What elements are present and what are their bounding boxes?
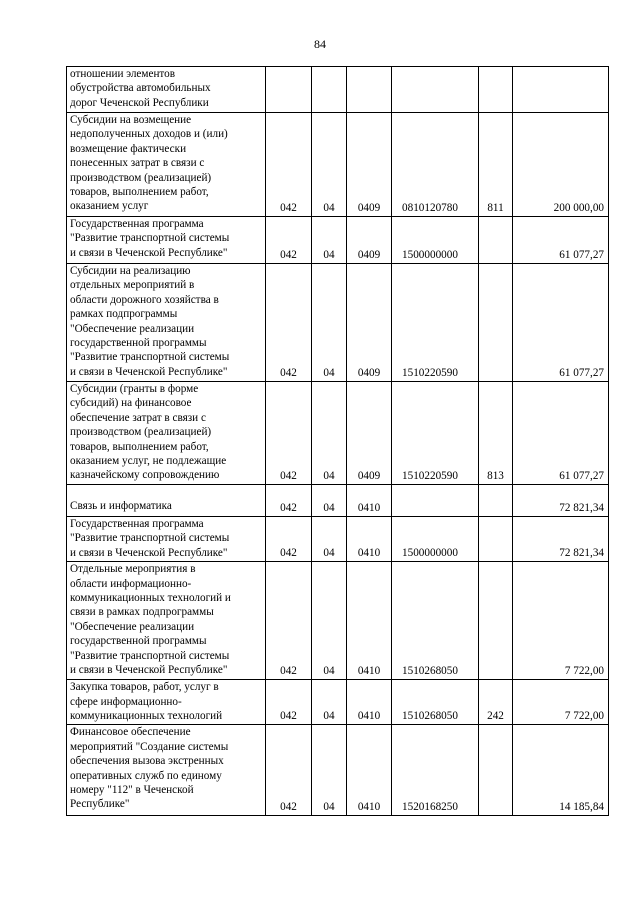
section-code-cell: 04 [312, 113, 347, 217]
target-article-cell [392, 485, 479, 517]
target-article-cell: 1510268050 [392, 680, 479, 725]
amount-cell: 200 000,00 [513, 113, 609, 217]
expense-type-cell [479, 562, 513, 680]
target-article-cell: 1520168250 [392, 725, 479, 816]
subsection-code-cell [347, 67, 392, 113]
section-code-cell: 04 [312, 264, 347, 382]
target-article-cell: 1510220590 [392, 264, 479, 382]
section-code-cell: 04 [312, 725, 347, 816]
ministry-code-cell: 042 [266, 725, 312, 816]
expense-type-cell [479, 67, 513, 113]
table-row [67, 485, 609, 517]
section-code-cell: 04 [312, 562, 347, 680]
expense-type-cell [479, 725, 513, 816]
section-code-cell: 04 [312, 485, 347, 517]
subsection-code-cell: 0410 [347, 562, 392, 680]
subsection-code-cell: 0410 [347, 680, 392, 725]
subsection-code-cell: 0409 [347, 217, 392, 264]
subsection-code-cell: 0410 [347, 485, 392, 517]
budget-table [66, 66, 609, 816]
row-name-cell: Отдельные мероприятия в области информационно- коммуникационных технологий и связи в рамках подпрограммы "Обеспечение реализации государственной программы "Развитие транспортной системы и связи в Чеченской Республике" [67, 562, 266, 680]
row-name-cell: Государственная программа "Развитие транспортной системы и связи в Чеченской Республике" [67, 217, 266, 264]
amount-cell: 72 821,34 [513, 517, 609, 562]
ministry-code-cell: 042 [266, 680, 312, 725]
table-row [67, 517, 609, 562]
target-article-cell: 1500000000 [392, 517, 479, 562]
target-article-cell: 0810120780 [392, 113, 479, 217]
amount-cell: 61 077,27 [513, 264, 609, 382]
section-code-cell: 04 [312, 517, 347, 562]
table-row [67, 113, 609, 217]
table-row [67, 382, 609, 485]
amount-cell: 7 722,00 [513, 680, 609, 725]
table-row [67, 562, 609, 680]
expense-type-cell [479, 264, 513, 382]
target-article-cell: 1500000000 [392, 217, 479, 264]
table-row [67, 67, 609, 113]
expense-type-cell: 813 [479, 382, 513, 485]
ministry-code-cell: 042 [266, 562, 312, 680]
row-name-cell: Закупка товаров, работ, услуг в сфере информационно- коммуникационных технологий [67, 680, 266, 725]
table-row [67, 217, 609, 264]
table-row [67, 264, 609, 382]
budget-table-body [67, 67, 609, 816]
subsection-code-cell: 0410 [347, 725, 392, 816]
expense-type-cell [479, 485, 513, 517]
ministry-code-cell [266, 67, 312, 113]
subsection-code-cell: 0409 [347, 382, 392, 485]
target-article-cell: 1510268050 [392, 562, 479, 680]
ministry-code-cell: 042 [266, 264, 312, 382]
amount-cell: 14 185,84 [513, 725, 609, 816]
row-name-cell: Субсидии на реализацию отдельных мероприятий в области дорожного хозяйства в рамках подпрограммы "Обеспечение реализации государственной программы "Развитие транспортной системы и связи в Чеченской Республике" [67, 264, 266, 382]
section-code-cell: 04 [312, 680, 347, 725]
amount-cell: 61 077,27 [513, 217, 609, 264]
target-article-cell: 1510220590 [392, 382, 479, 485]
table-row [67, 680, 609, 725]
row-name-cell: Субсидии (гранты в форме субсидий) на финансовое обеспечение затрат в связи с производством (реализацией) товаров, выполнением работ, оказанием услуг, не подлежащие казначейскому сопровождению [67, 382, 266, 485]
ministry-code-cell: 042 [266, 485, 312, 517]
row-name-cell: Государственная программа "Развитие транспортной системы и связи в Чеченской Республике" [67, 517, 266, 562]
row-name-cell: отношении элементов обустройства автомобильных дорог Чеченской Республики [67, 67, 266, 113]
expense-type-cell: 242 [479, 680, 513, 725]
row-name-cell: Финансовое обеспечение мероприятий "Создание системы обеспечения вызова экстренных оперативных служб по единому номеру "112" в Чеченской Республике" [67, 725, 266, 816]
expense-type-cell [479, 517, 513, 562]
amount-cell: 61 077,27 [513, 382, 609, 485]
amount-cell: 7 722,00 [513, 562, 609, 680]
section-code-cell: 04 [312, 382, 347, 485]
ministry-code-cell: 042 [266, 382, 312, 485]
table-row [67, 725, 609, 816]
section-code-cell [312, 67, 347, 113]
page-number: 84 [314, 37, 326, 51]
subsection-code-cell: 0410 [347, 517, 392, 562]
target-article-cell [392, 67, 479, 113]
subsection-code-cell: 0409 [347, 113, 392, 217]
amount-cell [513, 67, 609, 113]
expense-type-cell [479, 217, 513, 264]
row-name-cell: Субсидии на возмещение недополученных доходов и (или) возмещение фактически понесенных затрат в связи с производством (реализацией) товаров, выполнением работ, оказанием услуг [67, 113, 266, 217]
ministry-code-cell: 042 [266, 517, 312, 562]
subsection-code-cell: 0409 [347, 264, 392, 382]
ministry-code-cell: 042 [266, 217, 312, 264]
row-name-cell: Связь и информатика [67, 485, 266, 517]
ministry-code-cell: 042 [266, 113, 312, 217]
expense-type-cell: 811 [479, 113, 513, 217]
section-code-cell: 04 [312, 217, 347, 264]
amount-cell: 72 821,34 [513, 485, 609, 517]
